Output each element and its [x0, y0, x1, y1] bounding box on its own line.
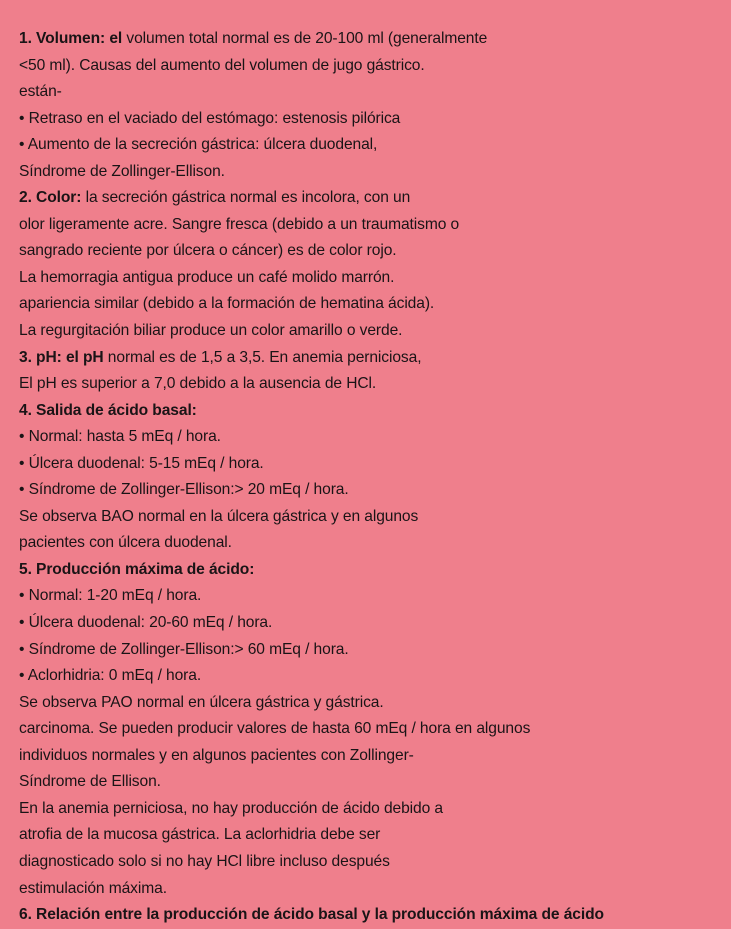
bold-run: 6. Relación entre la producción de ácido basal y la producción máxima de ácido	[19, 906, 604, 924]
text-run: Se observa BAO normal en la úlcera gástrica y en algunos	[19, 507, 419, 525]
text-line	[19, 53, 731, 80]
text-run: Se observa PAO normal en úlcera gástrica y gástrica.	[19, 693, 384, 711]
bold-run: 1. Volumen: el	[19, 30, 123, 47]
text-line	[19, 265, 731, 292]
document-body	[19, 26, 731, 929]
text-line	[19, 159, 731, 186]
text-line	[19, 504, 731, 531]
list-item	[19, 106, 731, 133]
text-line	[19, 796, 731, 823]
bold-run: 5. Producción máxima de ácido:	[19, 560, 255, 578]
list-item	[19, 132, 731, 159]
section-heading-line	[19, 557, 731, 584]
text-line	[19, 26, 731, 53]
section-heading-line	[19, 398, 731, 425]
text-run: • Síndrome de Zollinger-Ellison:> 60 mEq / hora.	[19, 640, 349, 658]
list-item	[19, 583, 731, 610]
text-line	[19, 690, 731, 717]
text-line	[19, 318, 731, 345]
text-run: olor ligeramente acre. Sangre fresca (debido a un traumatismo o	[19, 215, 460, 233]
text-line	[19, 371, 731, 398]
text-run: individuos normales y en algunos pacientes con Zollinger-	[19, 746, 414, 764]
text-run: diagnosticado solo si no hay HCl libre incluso después	[19, 852, 390, 870]
text-run: El pH es superior a 7,0 debido a la ausencia de HCl.	[19, 375, 377, 393]
text-run: • Úlcera duodenal: 20-60 mEq / hora.	[19, 614, 273, 632]
list-item	[19, 637, 731, 664]
text-line	[19, 849, 731, 876]
text-run: <50 ml). Causas del aumento del volumen de jugo gástrico.	[19, 56, 425, 74]
text-line	[19, 716, 731, 743]
text-line	[19, 238, 731, 265]
text-line	[19, 876, 731, 903]
section-heading-line	[19, 345, 731, 372]
section-heading-line	[19, 902, 731, 929]
section-heading-line	[19, 185, 731, 212]
list-item	[19, 663, 731, 690]
text-line	[19, 822, 731, 849]
text-run: La regurgitación biliar produce un color amarillo o verde.	[19, 322, 403, 340]
text-run: • Aclorhidria: 0 mEq / hora.	[19, 667, 202, 685]
text-run: carcinoma. Se pueden producir valores de hasta 60 mEq / hora en algunos	[19, 720, 531, 738]
text-line	[19, 291, 731, 318]
bold-run: 4. Salida de ácido basal:	[19, 401, 197, 419]
text-run: La hemorragia antigua produce un café molido marrón.	[19, 268, 395, 286]
text-run: pacientes con úlcera duodenal.	[19, 534, 232, 552]
bold-run: 2. Color:	[19, 189, 82, 207]
text-run: están-	[19, 83, 62, 101]
list-item	[19, 451, 731, 478]
text-line	[19, 79, 731, 106]
text-line	[19, 212, 731, 239]
text-run: Síndrome de Ellison.	[19, 773, 161, 791]
text-line	[19, 769, 731, 796]
text-line	[19, 530, 731, 557]
text-run: • Síndrome de Zollinger-Ellison:> 20 mEq / hora.	[19, 481, 349, 499]
text-run: • Retraso en el vaciado del estómago: estenosis pilórica	[19, 109, 401, 127]
text-run: • Úlcera duodenal: 5-15 mEq / hora.	[19, 454, 264, 472]
list-item	[19, 610, 731, 637]
text-run: Síndrome de Zollinger-Ellison.	[19, 162, 225, 180]
text-line	[19, 743, 731, 770]
text-run: • Normal: 1-20 mEq / hora.	[19, 587, 202, 605]
text-run: apariencia similar (debido a la formación de hematina ácida).	[19, 295, 435, 313]
list-item	[19, 477, 731, 504]
text-run: atrofia de la mucosa gástrica. La aclorhidria debe ser	[19, 826, 381, 844]
list-item	[19, 424, 731, 451]
text-run: En la anemia perniciosa, no hay producción de ácido debido a	[19, 799, 443, 817]
text-run: volumen total normal es de 20-100 ml (generalmente	[122, 30, 488, 47]
text-run: estimulación máxima.	[19, 879, 167, 897]
text-run: normal es de 1,5 a 3,5. En anemia perniciosa,	[103, 348, 422, 366]
text-run: • Aumento de la secreción gástrica: úlcera duodenal,	[19, 136, 378, 154]
bold-run: 3. pH: el pH	[19, 348, 104, 366]
text-run: sangrado reciente por úlcera o cáncer) es de color rojo.	[19, 242, 397, 260]
text-run: la secreción gástrica normal es incolora, con un	[81, 189, 411, 207]
text-run: • Normal: hasta 5 mEq / hora.	[19, 428, 221, 446]
